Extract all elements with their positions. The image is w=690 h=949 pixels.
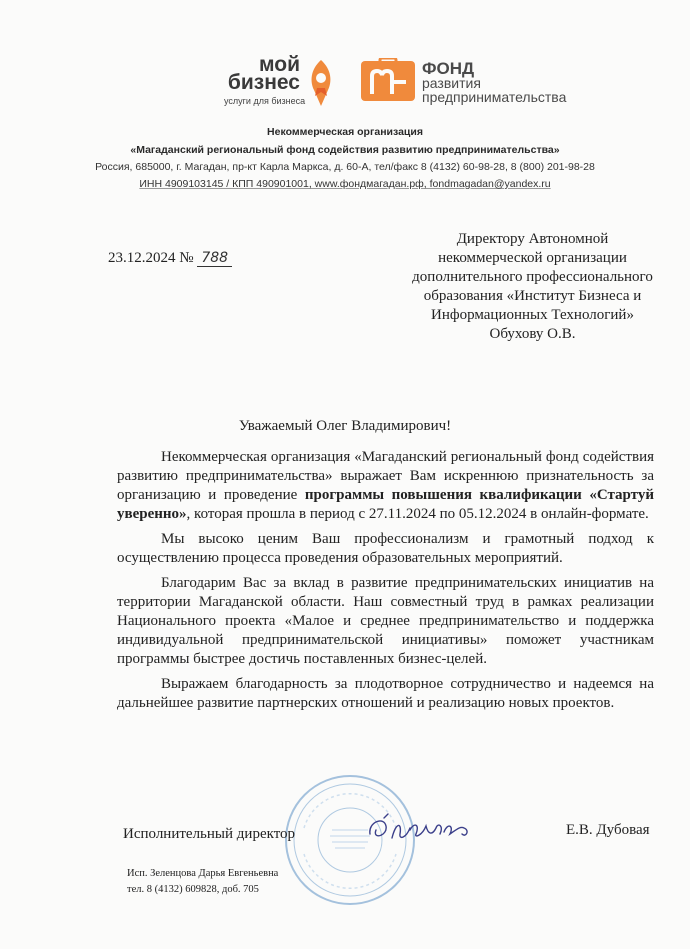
program-name: программы повышения квалификации «Стартуй уверенно» <box>117 487 654 522</box>
addressee-line: Обухову О.В. <box>489 326 576 342</box>
executor-name: Исп. Зеленцова Дарья Евгеньевна <box>127 868 279 879</box>
paragraph-3: Благодарим Вас за вклад в развитие предпринимательских инициатив на территории Магаданской области. Наш совместный труд в рамках реализации Национального проекта «Малое и среднее предпринимательство и поддержка индивидуальной предпринимательской инициативы» поможет участникам программы быстрее достичь поставленных бизнес-целей. <box>117 575 654 667</box>
logo-left-line1: мой <box>259 53 300 76</box>
paragraph-1-part-b: , которая прошла в период с 27.11.2024 по 05.12.2024 в онлайн-формате. <box>186 506 649 522</box>
org-ids <box>0 178 690 190</box>
moy-biznes-logo-text <box>220 53 300 94</box>
signatory-role: Исполнительный директор <box>123 826 296 842</box>
letter-number: 788 <box>197 250 232 267</box>
org-type: Некоммерческая организация <box>267 126 423 138</box>
executor-phone: тел. 8 (4132) 609828, доб. 705 <box>127 884 259 895</box>
addressee-block <box>380 230 685 344</box>
letter-date: 23.12.2024 <box>108 250 176 266</box>
paragraph-2: Мы высоко ценим Ваш профессионализм и грамотный подход к осуществлению процесса проведения образовательных мероприятий. <box>117 531 654 566</box>
logo-left-subtitle: услуги для бизнеса <box>224 96 306 106</box>
org-address: Россия, 685000, г. Магадан, пр-кт Карла Маркса, д. 60-А, тел/факс 8 (4132) 60-98-28, 8 (800) 201-98-28 <box>95 161 595 173</box>
addressee-line: образования «Институт Бизнеса и <box>423 288 642 304</box>
handwritten-signature <box>366 808 486 852</box>
moy-biznes-logo <box>220 53 340 112</box>
executor-info <box>127 866 278 898</box>
logo-right-line1: ФОНД <box>422 59 475 78</box>
briefcase-m-icon <box>360 58 416 104</box>
greeting: Уважаемый Олег Владимирович! <box>238 418 452 434</box>
addressee-line: некоммерческой организации <box>438 250 627 266</box>
letter-date-number <box>108 250 232 267</box>
addressee-line: Директору Автономной <box>456 231 609 247</box>
paragraph-1-part-a: Некоммерческая организация «Магаданский региональный фонд содействия развитию предпринимательства» выражает Вам искреннюю признательность за организацию и проведение <box>117 449 654 503</box>
logo-left-line2: бизнес <box>227 71 300 94</box>
letter-body <box>117 448 654 719</box>
org-ids-text: ИНН 4909103145 / КПП 490901001, www.фондмагадан.рф, fondmagadan@yandex.ru <box>139 178 551 190</box>
rocket-pin-icon <box>306 58 336 108</box>
logo-right-line3: предпринимательства <box>422 89 567 105</box>
addressee-line: Информационных Технологий» <box>431 307 634 323</box>
letter-number-prefix: № <box>179 250 194 266</box>
logo-right-line2: развития <box>422 75 481 91</box>
addressee-line: дополнительного профессионального <box>412 269 653 285</box>
fond-logo <box>360 58 590 108</box>
org-name: «Магаданский региональный фонд содействия развитию предпринимательства» <box>130 144 560 156</box>
signatory-name: Е.В. Дубовая <box>566 822 650 838</box>
paragraph-1 <box>117 448 654 524</box>
fond-logo-text <box>422 59 567 105</box>
paragraph-4: Выражаем благодарность за плодотворное сотрудничество и надеемся на дальнейшее развитие партнерских отношений и реализацию новых проектов. <box>117 676 654 711</box>
